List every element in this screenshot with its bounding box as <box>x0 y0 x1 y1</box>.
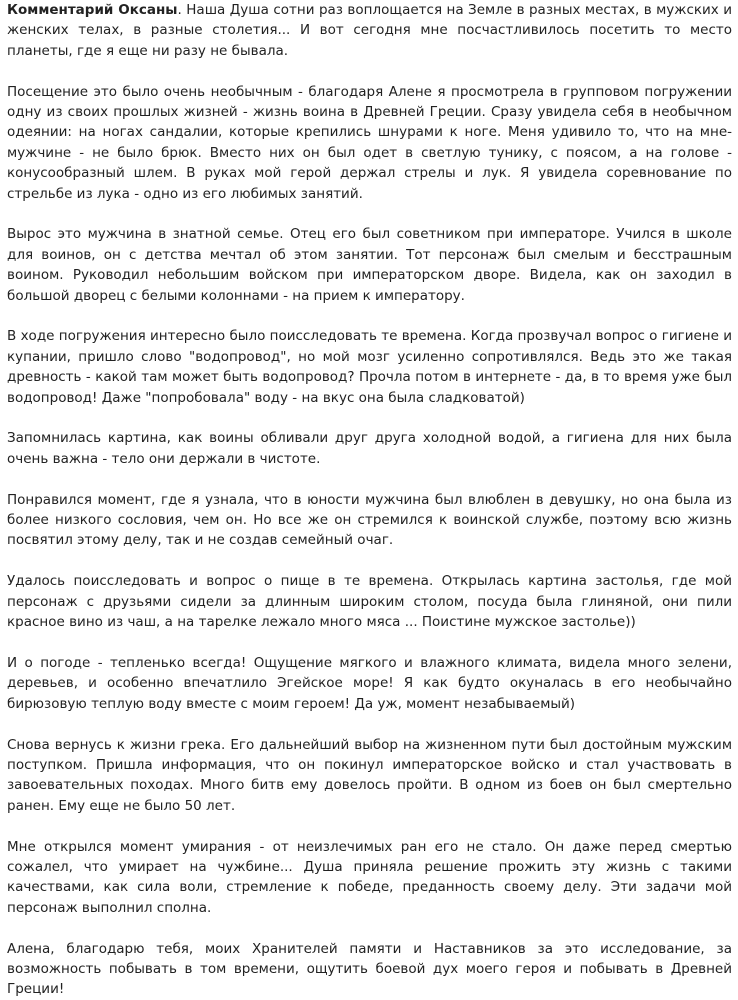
paragraph: Вырос это мужчина в знатной семье. Отец его был советником при императоре. Учился в школе для воинов, он с детства мечтал об этом занятии. Тот персонаж был смелым и бесстрашным воином. Руководил небольшим войском при императорском дворе. Видела, как он заходил в большой дворец с белыми колоннами - на прием к императору. <box>7 226 732 304</box>
intro-text: . Наша Душа сотни раз воплощается на Земле в разных местах, в мужских и женских телах, в разные столетия... И вот сегодня мне посчастливилось посетить то место планеты, где я еще ни разу не бывала. <box>7 2 732 59</box>
paragraph: Снова вернусь к жизни грека. Его дальнейший выбор на жизненном пути был достойным мужским поступком. Пришла информация, что он покинул императорское войско и стал участвовать в завоевательных походах. Много битв ему довелось пройти. В одном из боев он был смертельно ранен. Ему еще не было 50 лет. <box>7 736 732 814</box>
paragraph-intro <box>7 0 732 61</box>
paragraph: Удалось поисследовать и вопрос о пище в те времена. Открылась картина застолья, где мой персонаж с друзьями сидели за длинным широким столом, посуда была глиняной, они пили красное вино из чаш, а на тарелке лежало много мяса ... Поистине мужское застолье)) <box>7 573 732 631</box>
paragraph: И о погоде - тепленько всегда! Ощущение мягкого и влажного климата, видела много зелени, деревьев, и особенно впечатлило Эгейское море! Я как будто окуналась в его необычайно бирюзовую теплую воду вместе с моим героем! Да уж, момент незабываемый) <box>7 654 732 712</box>
paragraph: Алена, благодарю тебя, моих Хранителей памяти и Наставников за это исследование, за возможность побывать в том времени, ощутить боевой дух моего героя и побывать в Древней Греции! <box>7 940 732 998</box>
comment-author-label: Комментарий Оксаны <box>7 2 178 18</box>
paragraph: В ходе погружения интересно было поисследовать те времена. Когда прозвучал вопрос о гигиене и купании, пришло слово "водопровод", но мой мозг усиленно сопротивлялся. Ведь это же такая древность - какой там может быть водопровод? Прочла потом в интернете - да, в то время уже был водопровод! Даже "попробовала" воду - на вкус она была сладковатой) <box>7 328 732 406</box>
paragraph: Посещение это было очень необычным - благодаря Алене я просмотрела в групповом погружении одну из своих прошлых жизней - жизнь воина в Древней Греции. Сразу увидела себя в необычном одеянии: на ногах сандалии, которые крепились шнурами к ноге. Меня удивило то, что на мне-мужчине - не было брюк. Вместо них он был одет в светлую тунику, с поясом, а на голове - конусообразный шлем. В руках мой герой держал стрелы и лук. Я увидела соревнование по стрельбе из лука - одно из его любимых занятий. <box>7 83 732 202</box>
paragraph: Понравился момент, где я узнала, что в юности мужчина был влюблен в девушку, но она была из более низкого сословия, чем он. Но все же он стремился к воинской службе, поэтому всю жизнь посвятил этому делу, так и не создав семейный очаг. <box>7 491 732 549</box>
paragraph: Мне открылся момент умирания - от неизлечимых ран его не стало. Он даже перед смертью сожалел, что умирает на чужбине... Душа приняла решение прожить эту жизнь с такими качествами, как сила воли, стремление к победе, преданность своему делу. Эти задачи мой персонаж выполнил сполна. <box>7 838 732 916</box>
paragraph: Запомнилась картина, как воины обливали друг друга холодной водой, а гигиена для них была очень важна - тело они держали в чистоте. <box>7 430 732 467</box>
